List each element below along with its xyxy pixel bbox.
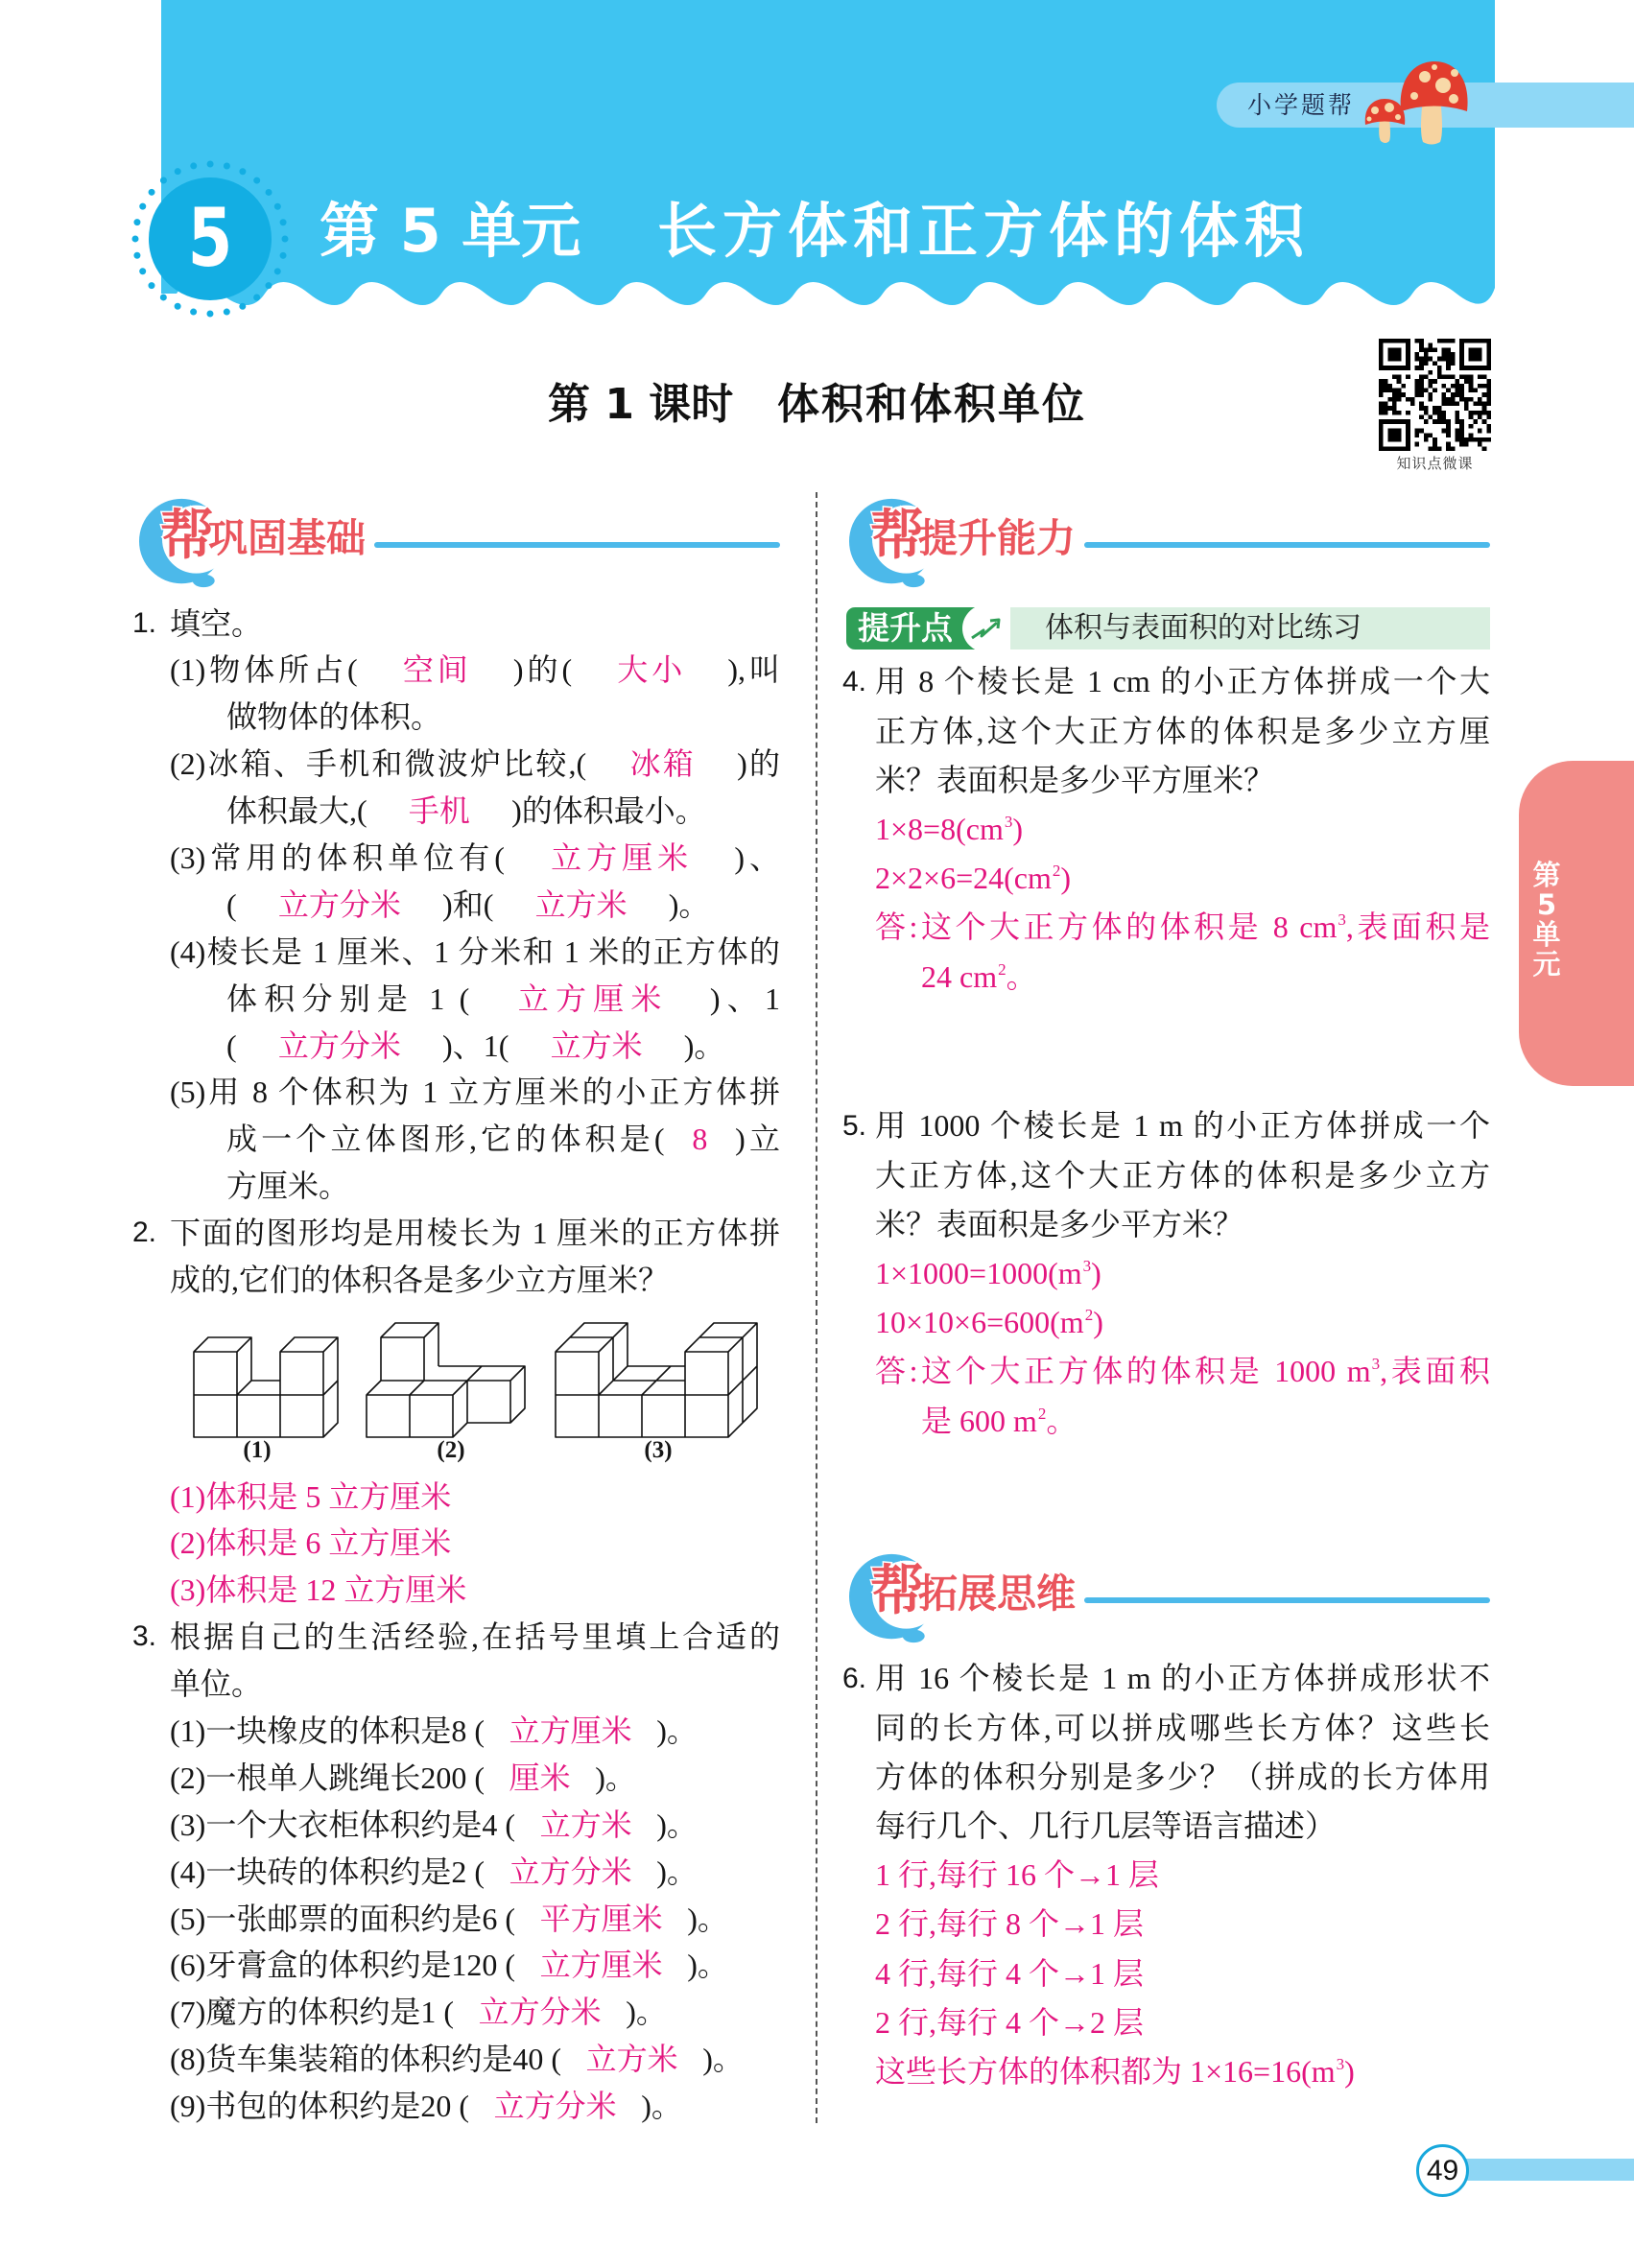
side-tab-char: 单 <box>1532 918 1561 951</box>
q3-item <box>170 1708 780 1755</box>
question-text: 米？表面积是多少平方厘米？ <box>875 762 1275 797</box>
unit-side-tab <box>1519 761 1634 1086</box>
answer-text: 立方米 <box>550 1028 643 1063</box>
answer-text: 立方米 <box>585 2042 678 2077</box>
q2-answer: (2)体积是 6 立方厘米 <box>170 1525 452 1561</box>
q5-answer <box>875 1397 1490 1446</box>
answer-text: 答:这个大正方体的体积是 8 cm <box>875 910 1338 945</box>
answer-text: 这些长方体的体积都为 1×16=16(m <box>875 2053 1336 2089</box>
page-number: 49 <box>1416 2144 1469 2197</box>
question-text: 同的长方体,可以拼成哪些长方体？这些长 <box>875 1710 1490 1745</box>
question-text: 体积分别是 1 ( <box>226 980 470 1016</box>
answer-text: 立方厘米 <box>509 1713 632 1748</box>
answer-text: ) <box>1060 861 1072 896</box>
unit-title: 长方体和正方体的体积 <box>657 196 1311 266</box>
answer-text: 立方厘米 <box>539 1948 663 1983</box>
question-text: )。 <box>626 1995 667 2030</box>
question-text: )的( <box>512 652 573 688</box>
question-text: )。 <box>668 886 710 922</box>
q4-stem <box>842 657 1490 706</box>
q1-line <box>170 741 780 788</box>
tag-label: 提升点 <box>858 609 953 647</box>
question-text: ( <box>226 886 237 922</box>
q4-answer <box>875 854 1490 903</box>
q4-answer <box>875 903 1490 952</box>
question-text: (8)货车集装箱的体积约是40 ( <box>170 2042 561 2077</box>
section-rule <box>1084 1597 1490 1603</box>
q6-line <box>875 1704 1490 1753</box>
question-number: 3. <box>132 1620 157 1653</box>
side-tab-char: 5 <box>1536 888 1557 921</box>
q2-answer: (3)体积是 12 立方厘米 <box>170 1572 467 1608</box>
question-text: ),叫 <box>727 652 780 688</box>
question-number: 2. <box>132 1217 157 1249</box>
q3-item <box>170 1896 780 1943</box>
q1-line <box>170 929 780 976</box>
q6-conclusion <box>875 2047 1490 2096</box>
section-rule <box>374 542 780 548</box>
question-text: )。 <box>702 2042 744 2077</box>
answer-text: 立方分米 <box>277 1028 401 1063</box>
question-text: 填空。 <box>170 605 263 641</box>
column-divider <box>816 492 817 2123</box>
q1-line <box>170 1069 780 1116</box>
superscript: 2 <box>1037 1404 1047 1423</box>
figure-label-3: (3) <box>644 1437 673 1463</box>
superscript: 2 <box>1052 862 1061 881</box>
question-text: 方体的体积分别是多少？（拼成的长方体用 <box>875 1759 1490 1794</box>
question-text: 大正方体,这个大正方体的体积是多少立方 <box>875 1157 1490 1193</box>
question-text: (9)书包的体积约是20 ( <box>170 2089 469 2124</box>
answer-text: ) <box>1012 811 1023 846</box>
superscript: 3 <box>1336 2054 1345 2073</box>
q6-line <box>875 1753 1490 1802</box>
q3-stem <box>132 1614 780 1661</box>
question-text: 正方体,这个大正方体的体积是多少立方厘 <box>875 713 1490 748</box>
question-text: (5)用 8 个体积为 1 立方厘米的小正方体拼 <box>170 1075 780 1110</box>
q1-line <box>170 1023 780 1070</box>
cube-figures <box>182 1305 777 1449</box>
side-tab-char: 第 <box>1532 859 1561 891</box>
answer-text: 答:这个大正方体的体积是 1000 m <box>875 1354 1371 1389</box>
qr-caption: 知识点微课 <box>1396 457 1474 472</box>
figure-label-2: (2) <box>437 1437 465 1463</box>
answer-text: ,表面积是 <box>1345 910 1490 945</box>
question-text: 体积最大,( <box>226 793 367 829</box>
section-heading-extension <box>849 1552 1490 1644</box>
q4-line <box>875 707 1490 756</box>
figure-label-1: (1) <box>243 1437 272 1463</box>
q3-item <box>170 1849 780 1896</box>
q1-line <box>170 647 780 694</box>
question-text: (7)魔方的体积约是1 ( <box>170 1995 454 2030</box>
tag-topic: 体积与表面积的对比练习 <box>1045 612 1362 644</box>
q6-stem <box>842 1654 1490 1703</box>
question-text: )和( <box>442 886 494 922</box>
q4-answer <box>875 805 1490 854</box>
answer-text: 10×10×6=600(m <box>875 1305 1084 1340</box>
answer-text: 1×8=8(cm <box>875 811 1004 846</box>
question-text: (2)一根单人跳绳长200 ( <box>170 1760 485 1795</box>
question-text: )。 <box>595 1760 636 1795</box>
question-text: 每行几个、几行几层等语言描述） <box>875 1807 1337 1843</box>
q1-line <box>170 788 780 835</box>
q1-line <box>170 882 780 929</box>
cube-figure-3 <box>556 1323 757 1437</box>
question-number: 5. <box>842 1110 867 1143</box>
cube-figure-2 <box>367 1323 525 1437</box>
question-text: )、 <box>734 839 780 875</box>
question-text: 方厘米。 <box>226 1169 350 1204</box>
section-heading-basics <box>139 497 780 589</box>
question-text: 单位。 <box>170 1666 263 1702</box>
answer-text: ) <box>1091 1255 1101 1290</box>
answer-text: ,表面积 <box>1380 1354 1490 1389</box>
q1-line <box>170 1163 780 1210</box>
qr-code <box>1379 339 1491 451</box>
unit-label: 第 5 单元 <box>320 196 581 266</box>
q4-line <box>875 756 1490 805</box>
topic-tag <box>846 607 1490 650</box>
answer-text: ) <box>1093 1305 1103 1340</box>
answer-text: 立方分米 <box>509 1854 632 1889</box>
answer-text: 立方米 <box>534 886 628 922</box>
tag-arrow-holder <box>962 604 1010 652</box>
question-text: 下面的图形均是用棱长为 1 厘米的正方体拼 <box>170 1216 780 1251</box>
q3-item <box>170 1755 780 1802</box>
lesson-title: 体积和体积单位 <box>777 380 1086 429</box>
tag-topic-bar <box>1010 607 1490 650</box>
q5-answer <box>875 1298 1490 1347</box>
q3-item <box>170 2036 780 2083</box>
q1-stem <box>132 601 780 648</box>
superscript: 2 <box>1084 1306 1094 1325</box>
answer-text: 立方分米 <box>478 1995 602 2030</box>
question-text: 用 1000 个棱长是 1 m 的小正方体拼成一个 <box>875 1108 1490 1144</box>
answer-text: 立方分米 <box>277 886 401 922</box>
question-block-3 <box>132 1474 780 2130</box>
answer-text: 。 <box>1046 1403 1077 1438</box>
q4-answer <box>875 953 1490 1002</box>
answer-text: 立方米 <box>539 1807 632 1842</box>
question-text: (3)一个大衣柜体积约是4 ( <box>170 1807 515 1842</box>
question-text: )。 <box>641 2089 682 2124</box>
q3-line <box>170 1661 780 1708</box>
question-block-5 <box>842 1101 1490 1445</box>
question-text: )立 <box>735 1122 780 1157</box>
answer-text: 大小 <box>613 652 687 688</box>
question-text: (2)冰箱、手机和微波炉比较,( <box>170 746 587 782</box>
q2-stem <box>132 1210 780 1257</box>
question-text: )、1( <box>442 1028 509 1063</box>
unit-number: 5 <box>187 191 233 285</box>
question-text: (6)牙膏盒的体积约是120 ( <box>170 1948 515 1983</box>
q5-answer <box>875 1249 1490 1298</box>
section-badge-char: 帮 <box>870 505 924 567</box>
cube-figure-1 <box>194 1337 338 1437</box>
answer-text: 24 cm <box>921 958 998 994</box>
question-number: 4. <box>842 666 867 698</box>
q3-item <box>170 1942 780 1989</box>
superscript: 3 <box>1082 1256 1092 1275</box>
question-text: )的体积最小。 <box>511 793 706 829</box>
question-text: )。 <box>656 1713 698 1748</box>
answer-text: 是 600 m <box>921 1403 1037 1438</box>
lesson-label: 第 1 课时 <box>548 380 734 429</box>
unit-banner <box>161 0 1497 321</box>
q5-stem <box>842 1101 1490 1150</box>
superscript: 2 <box>998 959 1006 979</box>
question-block-1-2 <box>132 601 780 1304</box>
superscript: 3 <box>1371 1355 1381 1374</box>
question-number: 6. <box>842 1663 867 1695</box>
question-text: (1)一块橡皮的体积是8 ( <box>170 1713 485 1748</box>
question-text: )的 <box>737 746 780 782</box>
question-text: 根据自己的生活经验,在括号里填上合适的 <box>170 1619 780 1655</box>
q6-line <box>875 1802 1490 1851</box>
answer-text: 1×1000=1000(m <box>875 1255 1082 1290</box>
q6-answer: 1 行,每行 16 个→1 层 <box>875 1857 1160 1893</box>
answer-text: 。 <box>1006 958 1037 994</box>
section-title: 提升能力 <box>918 515 1076 561</box>
section-title: 拓展思维 <box>918 1571 1076 1617</box>
answer-text: 立方厘米 <box>510 980 669 1016</box>
q6-answer: 4 行,每行 4 个→1 层 <box>875 1955 1145 1991</box>
q3-item <box>170 2083 780 2130</box>
section-heading-ability <box>849 497 1490 589</box>
question-text: (5)一张邮票的面积约是6 ( <box>170 1901 515 1936</box>
page-number-bar <box>1466 2159 1634 2181</box>
section-badge-char: 帮 <box>160 505 214 567</box>
question-text: )、1 <box>709 980 780 1016</box>
q5-line <box>875 1200 1490 1249</box>
q1-line <box>170 1116 780 1163</box>
section-rule <box>1084 542 1490 548</box>
section-badge-char: 帮 <box>870 1560 924 1622</box>
question-text: )。 <box>656 1854 698 1889</box>
superscript: 3 <box>1338 910 1346 930</box>
q5-answer <box>875 1347 1490 1396</box>
q6-answer: 2 行,每行 8 个→1 层 <box>875 1906 1145 1942</box>
question-text: )。 <box>687 1948 728 1983</box>
question-text: 米？表面积是多少平方米？ <box>875 1206 1244 1241</box>
question-text: )。 <box>656 1807 698 1842</box>
question-text: )。 <box>687 1901 728 1936</box>
answer-text: 手机 <box>408 793 470 829</box>
section-title: 巩固基础 <box>208 515 366 561</box>
question-text: (1)物体所占( <box>170 652 358 688</box>
question-block-4 <box>842 657 1490 1001</box>
answer-text: 冰箱 <box>628 746 696 782</box>
question-block-6 <box>842 1654 1490 2096</box>
answer-text: ) <box>1344 2053 1355 2089</box>
superscript: 3 <box>1004 812 1013 831</box>
answer-text: 平方厘米 <box>539 1901 663 1936</box>
q1-line <box>170 835 780 882</box>
answer-text: 空间 <box>398 652 472 688</box>
q3-item <box>170 1802 780 1849</box>
answer-text: 立方厘米 <box>546 839 694 875</box>
q3-item <box>170 1989 780 2036</box>
mushroom-icon <box>1358 56 1478 147</box>
question-text: )。 <box>683 1028 725 1063</box>
question-text: ( <box>226 1028 237 1063</box>
question-number: 1. <box>132 606 157 639</box>
q2-line <box>170 1257 780 1304</box>
question-text: 用 8 个棱长是 1 cm 的小正方体拼成一个大 <box>875 664 1490 699</box>
q5-line <box>875 1151 1490 1200</box>
q1-line <box>170 694 780 741</box>
side-tab-char: 元 <box>1532 948 1561 980</box>
answer-text: 8 <box>692 1122 708 1157</box>
tag-badge <box>846 607 981 650</box>
question-text: (4)一块砖的体积约是2 ( <box>170 1854 485 1889</box>
arrow-up-right-icon <box>962 604 1010 652</box>
answer-text: 2×2×6=24(cm <box>875 861 1052 896</box>
q1-line <box>170 976 780 1023</box>
q6-answer: 2 行,每行 4 个→2 层 <box>875 2004 1145 2040</box>
side-tab-label <box>1532 861 1561 980</box>
question-text: 成一个立体图形,它的体积是( <box>226 1122 665 1157</box>
question-text: 做物体的体积。 <box>226 699 442 735</box>
question-text: (3)常用的体积单位有( <box>170 839 505 875</box>
answer-text: 厘米 <box>509 1760 571 1795</box>
question-text: 成的,它们的体积各是多少立方厘米？ <box>170 1262 670 1297</box>
question-text: 用 16 个棱长是 1 m 的小正方体拼成形状不 <box>875 1661 1490 1696</box>
q2-answer: (1)体积是 5 立方厘米 <box>170 1478 452 1514</box>
answer-text: 立方分米 <box>493 2089 617 2124</box>
brand-name: 小学题帮 <box>1247 91 1356 119</box>
question-text: (4)棱长是 1 厘米、1 分米和 1 米的正方体的 <box>170 933 780 969</box>
